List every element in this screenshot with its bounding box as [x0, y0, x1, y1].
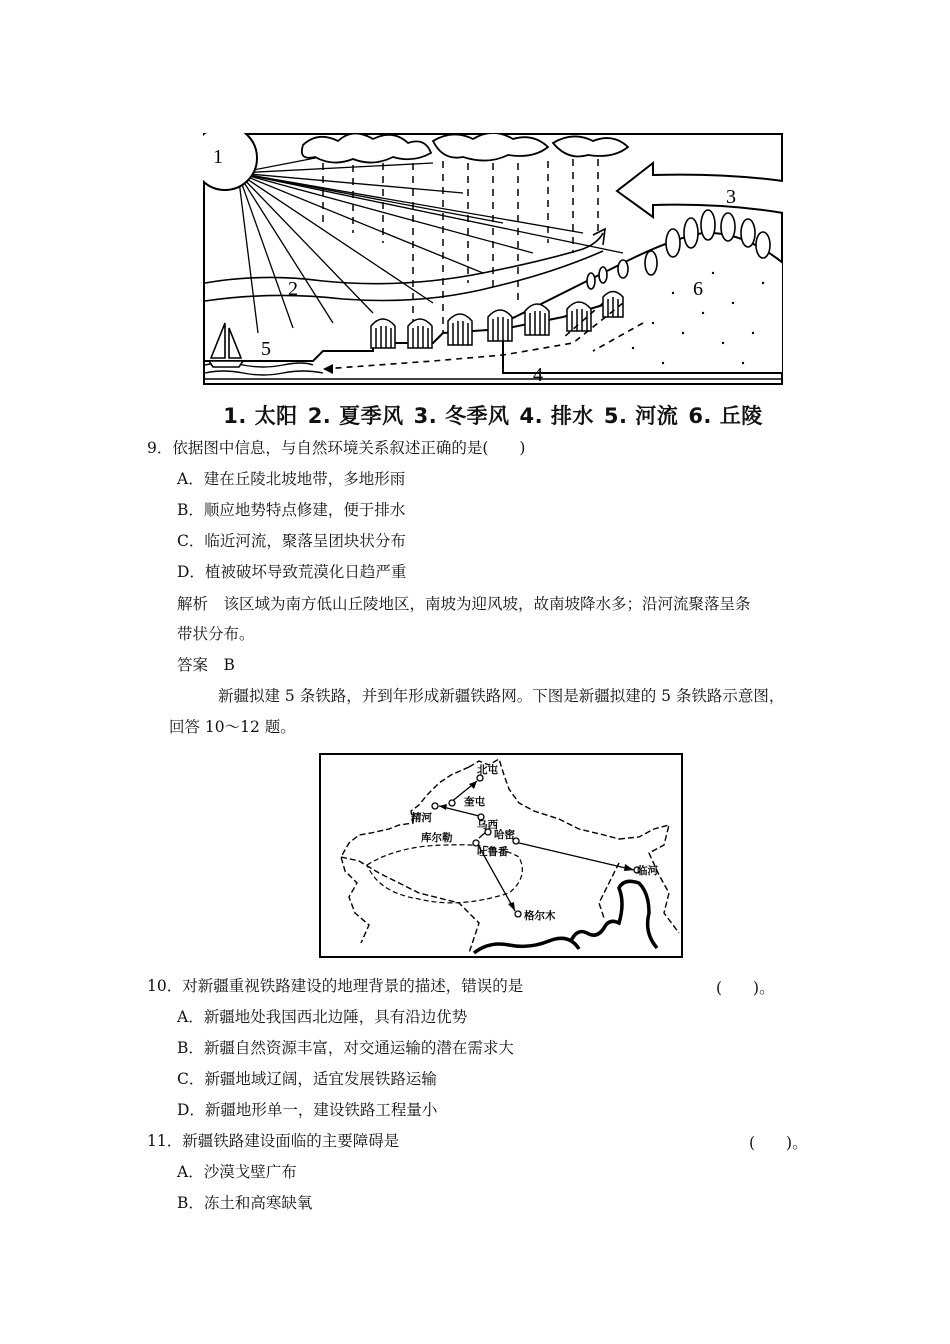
place-hami: 哈密 [494, 829, 515, 841]
q11-option-a: A．沙漠戈壁广布 [177, 1163, 297, 1181]
q11-stem: 11．新疆铁路建设面临的主要障碍是 [147, 1132, 400, 1150]
q10-option-a: A．新疆地处我国西北边陲，具有沿边优势 [177, 1008, 468, 1026]
caption-river: 5. 河流 [603, 404, 679, 428]
q9-analysis-cont: 带状分布。 [177, 625, 255, 643]
summer-monsoon-label: 2 [288, 278, 298, 300]
caption-winter-monsoon: 3. 冬季风 [413, 404, 510, 428]
caption-hill: 6. 丘陵 [688, 404, 763, 428]
xinjiang-railway-map [319, 753, 683, 958]
intro-line1: 新疆拟建 5 条铁路，并到年形成新疆铁路网。下图是新疆拟建的 5 条铁路示意图， [218, 687, 785, 705]
figure1-caption [203, 400, 783, 430]
place-jinghe: 精河 [411, 812, 432, 824]
q10-stem: 10．对新疆重视铁路建设的地理背景的描述，错误的是 [147, 977, 524, 995]
drainage-label: 4 [533, 364, 543, 385]
place-beitun: 北屯 [477, 764, 498, 776]
q11-option-b: B．冻土和高寒缺氧 [177, 1194, 313, 1212]
q9-option-b: B．顺应地势特点修建，便于排水 [177, 501, 406, 519]
q9-option-c: C．临近河流，聚落呈团块状分布 [177, 532, 406, 550]
q10-option-c: C．新疆地域辽阔，适宜发展铁路运输 [177, 1070, 437, 1088]
hill-label: 6 [693, 278, 703, 300]
caption-drainage: 4. 排水 [519, 404, 594, 428]
place-korla: 库尔勒 [421, 832, 453, 844]
place-golmud: 格尔木 [524, 910, 556, 922]
q10-option-d: D．新疆地形单一，建设铁路工程量小 [177, 1101, 438, 1119]
q11-bracket: ( )。 [749, 1134, 808, 1152]
place-linhe: 临河 [637, 865, 658, 877]
q10-bracket: ( )。 [716, 979, 775, 997]
q9-analysis: 解析 该区域为南方低山丘陵地区，南坡为迎风坡，故南坡降水多；沿河流聚落呈条 [177, 595, 751, 613]
river-label: 5 [261, 338, 271, 360]
caption-sun: 1. 太阳 [223, 404, 298, 428]
q9-stem: 9．依据图中信息，与自然环境关系叙述正确的是( ) [147, 439, 526, 457]
place-wuxi: 乌西 [477, 819, 498, 831]
winter-monsoon-label: 3 [726, 186, 736, 208]
place-kuitun: 奎屯 [464, 796, 485, 808]
place-turpan: 吐鲁番 [477, 846, 509, 858]
q9-option-d: D．植被破坏导致荒漠化日趋严重 [177, 563, 407, 581]
settlement-diagram [203, 133, 783, 385]
caption-summer-monsoon: 2. 夏季风 [307, 404, 404, 428]
q9-option-a: A．建在丘陵北坡地带，多地形雨 [177, 470, 406, 488]
q9-answer: 答案 B [177, 656, 235, 674]
q10-option-b: B．新疆自然资源丰富，对交通运输的潜在需求大 [177, 1039, 514, 1057]
intro-line2: 回答 10～12 题。 [169, 718, 296, 736]
sun-label: 1 [213, 146, 223, 168]
